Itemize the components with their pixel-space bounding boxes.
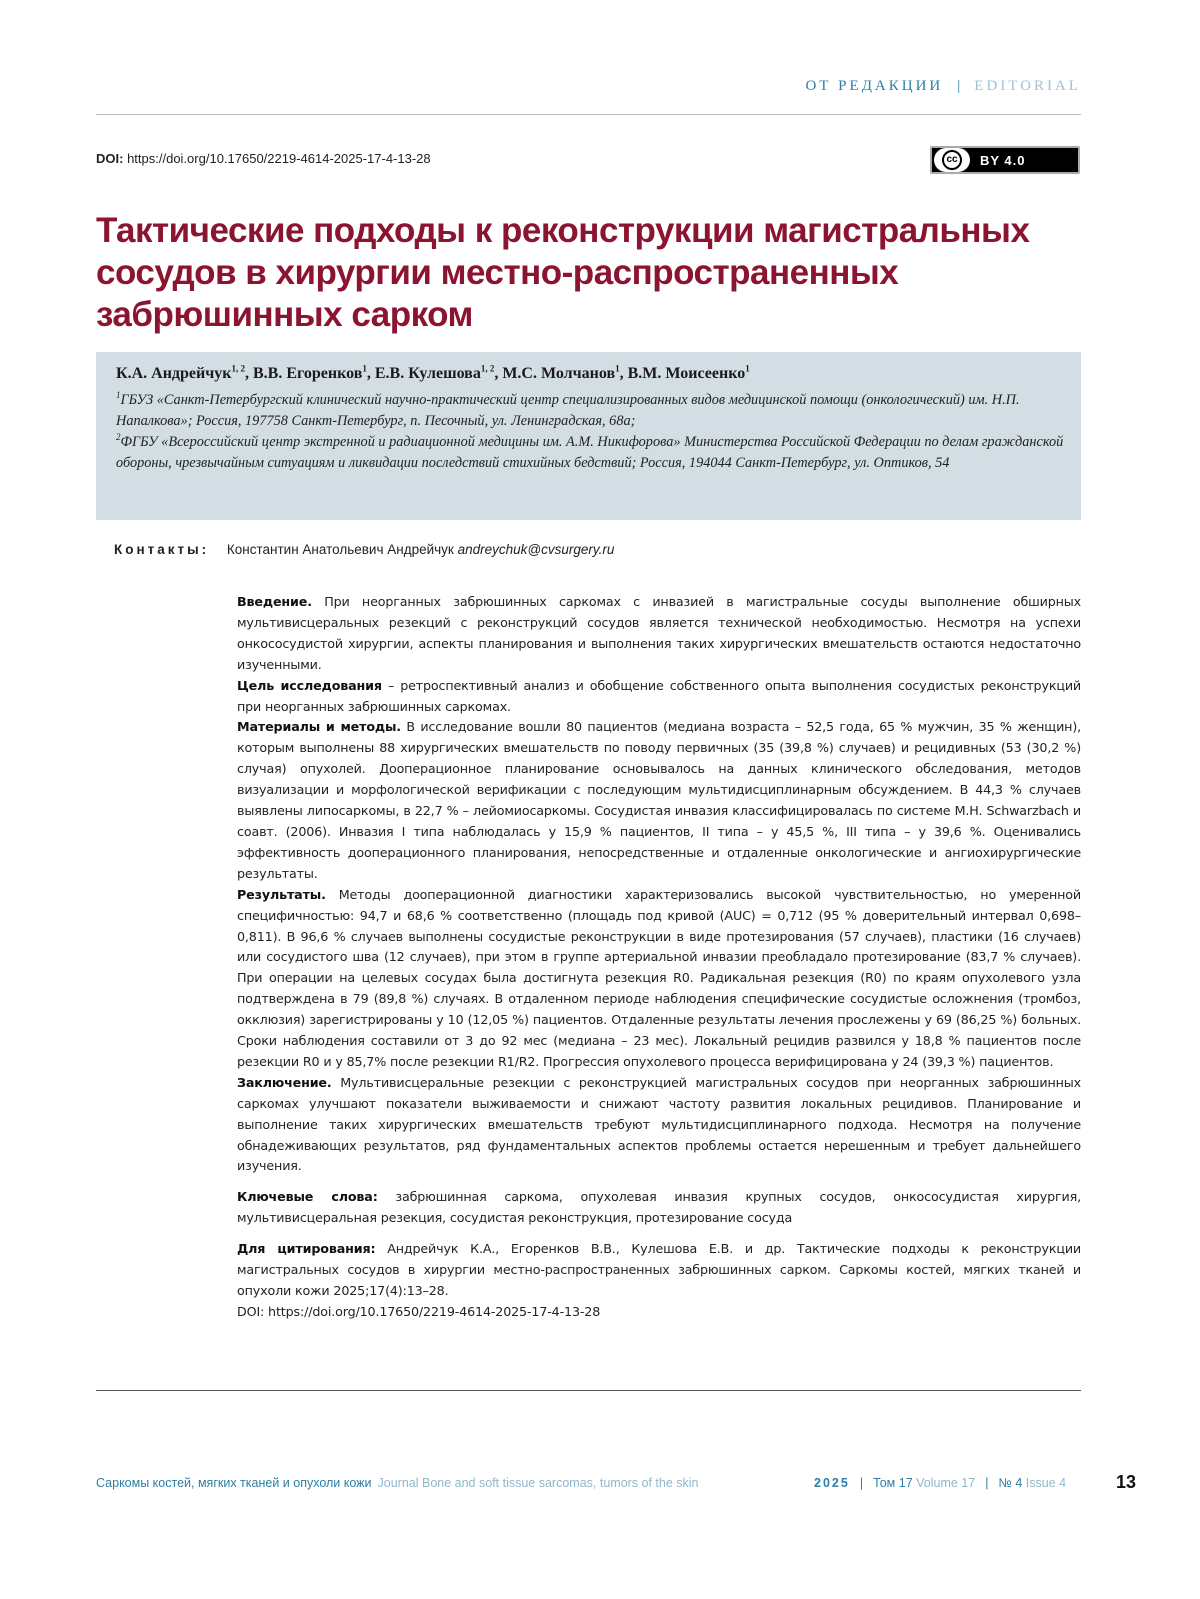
section-separator: | (957, 78, 961, 94)
cc-license-badge[interactable] (930, 146, 1080, 174)
cc-license-text: BY 4.0 (980, 152, 1026, 168)
author-name: М.С. Молчанов (502, 365, 616, 382)
footer-issue-info: 2025 | Том 17 Volume 17 | № 4 Issue 4 (814, 1476, 1067, 1490)
article-title: Тактические подходы к реконструкции магистральных сосудов в хирургии местно-распространенных забрюшинных сарком (96, 211, 1030, 334)
author-name: В.В. Егоренков (252, 365, 363, 382)
affiliation-item: $^2$ФГБУ «Всероссийский центр экстренной и радиационной медицины им. А.М. Никифорова» Министерства Российской Федерации по делам гражданской обороны, чрезвычайным ситуациям и ликвидации последствий стихийных бедствий; Россия, 194044 Санкт-Петербург, ул. Оптиков, 54 (116, 432, 1064, 471)
footer-issue-ru: № 4 (998, 1476, 1023, 1490)
footer-issue-en: Issue 4 (1025, 1476, 1067, 1490)
contact-name: Константин Анатольевич Андрейчук (226, 542, 454, 557)
footer-volume-ru: Том 17 (873, 1476, 913, 1490)
citation-doi[interactable]: DOI: https://doi.org/10.17650/2219-4614-2025-17-4-13-28 (237, 1303, 601, 1319)
keywords: Ключевые слова: забрюшинная саркома, опухолевая инвазия крупных сосудов, онкососудистая хирургия, мультивисцеральная резекция, сосудистая реконструкция, протезирование сосуда (237, 1189, 1081, 1226)
author-affil-ref: 1 (745, 363, 750, 374)
abstract-intro: Введение. При неорганных забрюшинных саркомах с инвазией в магистральные сосуды выполнение обширных мультивисцеральных резекций с реконструкций сосудов является технической необходимостью. Несмотря на успехи онкососудистой хирургии, аспекты планирования и выполнения таких хирургических вмешательств остаются недостаточно изученными. (237, 594, 1081, 672)
footer-journal (96, 1476, 699, 1490)
footer-year: 2025 (814, 1476, 850, 1490)
author-affil-ref: 1, 2 (231, 363, 245, 374)
author-affil-ref: 1 (362, 363, 367, 374)
author-name: К.А. Андрейчук (116, 365, 232, 382)
author-list: К.А. Андрейчук$^{1, 2}$, В.В. Егоренков$^1$, Е.В. Кулешова$^{1, 2}$, М.С. Молчанов$^1$, В.М. Моисеенко$^1$ (116, 363, 750, 382)
abstract-conclusion: Заключение. Мультивисцеральные резекции с реконструкцией магистральных сосудов при неорганных забрюшинных саркомах улучшают показатели выживаемости и снижают частоту развития локальных рецидивов. Планирование и выполнение таких хирургических вмешательств требуют мультидисциплинарного подхода. Несмотря на получение обнадеживающих результатов, ряд фундаментальных аспектов проблемы остается нерешенным и требует дальнейшего изучения. (237, 1074, 1081, 1174)
author-affil-ref: 1 (615, 363, 620, 374)
abstract-methods: Материалы и методы. В исследование вошли 80 пациентов (медиана возраста – 52,5 года, 65 % мужчин, 35 % женщин), которым выполнены 88 хирургических вмешательств по поводу первичных (35 (39,8 %) случаев) и рецидивных (53 (30,2 %) случая) опухолей. Дооперационное планирование основывалось на данных клинического обследования, методов визуализации и морфологической верификации с последующим мультидисциплинарным обсуждением. В 44,3 % случаев выявлены липосаркомы, в 22,7 % – лейомиосаркомы. Сосудистая инвазия классифицировалась по системе M.H. Schwarzbach и соавт. (2006). Инвазия I типа наблюдалась у 15,9 % пациентов, II типа – у 45,5 %, III типа – у 39,6 %. Оценивались эффективность дооперационного планирования, непосредственные и отдаленные онкологические и ангиохирургические результаты. (237, 719, 1081, 881)
footer-journal-ru: Саркомы костей, мягких тканей и опухоли кожи (96, 1476, 372, 1490)
author-affil-ref: 1, 2 (480, 363, 495, 374)
doi-link[interactable]: https://doi.org/10.17650/2219-4614-2025-17-4-13-28 (127, 151, 431, 166)
contact-email[interactable]: andreychuk@cvsurgery.ru (457, 542, 615, 557)
affiliation-list (116, 390, 1065, 474)
footer-divider (96, 1390, 1081, 1391)
contacts-line (114, 542, 614, 557)
abstract (237, 592, 1081, 1323)
footer-journal-en: Journal Bone and soft tissue sarcomas, tumors of the skin (377, 1476, 699, 1490)
header-divider (96, 114, 1081, 115)
authors-panel (96, 352, 1081, 520)
doi-line (96, 151, 431, 166)
footer-volume-en: Volume 17 (916, 1476, 976, 1490)
author-name: В.М. Моисеенко (627, 365, 746, 382)
doi-label: DOI: (96, 151, 124, 166)
section-label-en: EDITORIAL (974, 78, 1081, 94)
section-header (96, 78, 1081, 100)
section-label-ru: ОТ РЕДАКЦИИ (805, 78, 944, 94)
abstract-aim: Цель исследования – ретроспективный анализ и обобщение собственного опыта выполнения сосудистых реконструкций при неорганных забрюшинных саркомах. (237, 677, 1082, 714)
author-name: Е.В. Кулешова (374, 365, 481, 382)
affiliation-item: $^1$ГБУЗ «Санкт-Петербургский клинический научно-практический центр специализированных видов медицинской помощи (онкологический) им. Н.П. Напалкова»; Россия, 197758 Санкт-Петербург, п. Песочный, ул. Ленинградская, 68а; (116, 390, 1020, 429)
abstract-results: Результаты. Методы дооперационной диагностики характеризовались высокой чувствительностью, но умеренной специфичностью: 94,7 и 68,6 % соответственно (площадь под кривой (AUC) = 0,712 (95 % доверительный интервал 0,698–0,811). В 96,6 % случаев выполнены сосудистые реконструкции в виде протезирования (57 случаев), пластики (16 случаев) или сосудистого шва (12 случаев), при этом в группе артериальной инвазии преобладало протезирование (83,7 % случаев). При операции на целевых сосудах была достигнута резекция R0. Радикальная резекция (R0) по краям опухолевого узла подтверждена в 79 (89,8 %) случаях. В отдаленном периоде наблюдения специфические сосудистые осложнения (тромбоз, окклюзия) зарегистрированы у 10 (12,05 %) пациентов. Отдаленные результаты лечения прослежены у 69 (86,25 %) больных. Сроки наблюдения составили от 3 до 92 мес (медиана – 23 мес). Локальный рецидив развился у 18,8 % пациентов после резекции R0 и у 85,7% после резекции R1/R2. Прогрессия опухолевого процесса верифицирована у 24 (39,3 %) пациентов. (237, 886, 1081, 1069)
citation: Для цитирования: Андрейчук К.А., Егоренков В.В., Кулешова Е.В. и др. Тактические подходы к реконструкции магистральных сосудов в хирургии местно-распространенных забрюшинных сарком. Саркомы костей, мягких тканей и опухоли кожи 2025;17(4):13–28. (237, 1241, 1082, 1298)
contacts-label: Контакты: (114, 542, 210, 557)
page-number: 13 (1116, 1472, 1137, 1492)
cc-icon: cc (934, 148, 970, 172)
